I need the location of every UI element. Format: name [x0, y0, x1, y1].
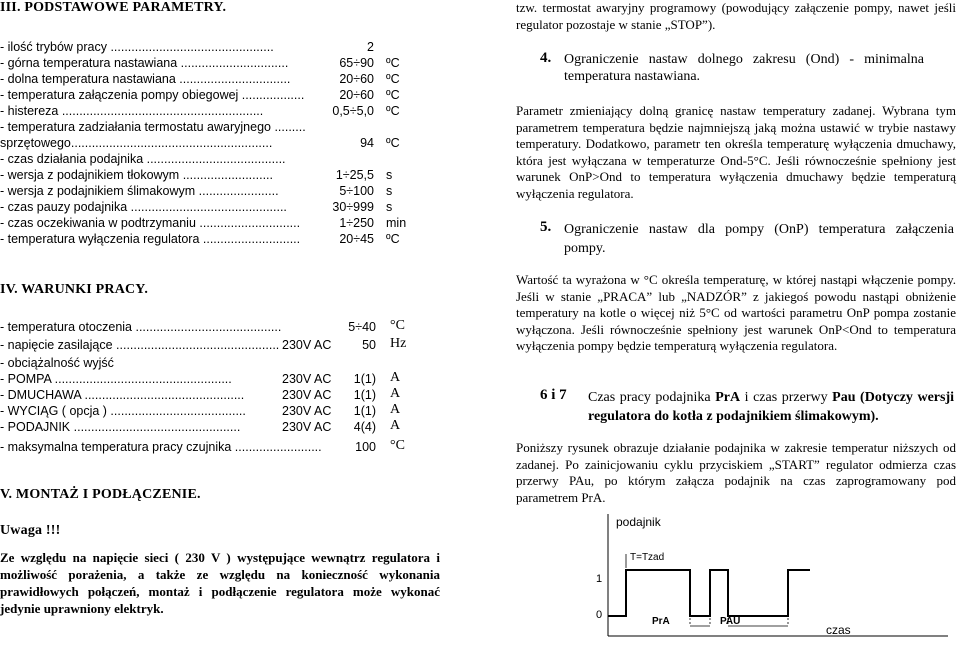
condition-voltage: 230V AC — [282, 388, 332, 402]
item-5-title: Ograniczenie nastaw dla pompy (OnP) temperatura załączenia pompy. — [564, 222, 954, 256]
condition-value: 1(1) — [353, 388, 376, 402]
param-value: 20÷60 — [339, 72, 374, 86]
y-value-0: 0 — [596, 609, 603, 621]
section-4-title: IV. WARUNKI PRACY. — [0, 282, 149, 297]
param-label: - czas działania podajnika ........................................ — [0, 152, 286, 166]
param-unit: s — [386, 200, 393, 214]
param-label: - czas pauzy podajnika ............................................. — [0, 200, 287, 214]
condition-label: - WYCIĄG ( opcja ) ....................................... — [0, 404, 246, 418]
param-value: 20÷45 — [339, 232, 374, 246]
param-value: 94 — [360, 136, 374, 150]
item-67-title-b: PrA — [715, 390, 741, 405]
param-unit: ºC — [386, 136, 400, 150]
condition-unit: A — [390, 370, 401, 385]
t-tzad-label: T=Tzad — [630, 552, 665, 563]
param-value: 65÷90 — [339, 56, 374, 70]
y-axis-label: podajnik — [616, 515, 661, 529]
item-4-title: Ograniczenie nastaw dolnego zakresu (Ond) - minimalna temperatura nastawiana. — [564, 52, 924, 84]
item-67-text: Poniższy rysunek obrazuje działanie podajnika w zakresie temperatur niższych od zadanej. Po zainicjowaniu cyklu przyciskiem „START” regulator odmierza czas przerwy PAu, po którym załącza podajnik na czas zaprogramowany pod parametrem PrA. — [516, 440, 956, 505]
param-label: - dolna temperatura nastawiana ................................ — [0, 72, 291, 86]
item-4-num: 4. — [540, 50, 552, 66]
section-5-title: V. MONTAŻ I PODŁĄCZENIE. — [0, 487, 201, 502]
pra-label: PrA — [652, 616, 670, 627]
param-unit: ºC — [386, 88, 400, 102]
param-value: 1÷25,5 — [335, 168, 374, 182]
param-unit: ºC — [386, 72, 400, 86]
condition-unit: Hz — [390, 336, 407, 351]
condition-value: 1(1) — [353, 372, 376, 386]
feeder-timing-diagram — [578, 508, 958, 648]
condition-value: 50 — [362, 338, 376, 352]
warning-heading: Uwaga !!! — [0, 523, 61, 538]
param-value: 5÷100 — [339, 184, 374, 198]
item-5-num: 5. — [540, 219, 552, 235]
condition-unit: A — [390, 402, 401, 417]
condition-label: - DMUCHAWA .............................................. — [0, 388, 245, 402]
param-value: 30÷999 — [332, 200, 374, 214]
condition-label: - temperatura otoczenia .......................................... — [0, 320, 282, 334]
param-label: - temperatura załączenia pompy obiegowej .................. — [0, 88, 305, 102]
param-label: - temperatura zadziałania termostatu awaryjnego ......... — [0, 120, 306, 134]
param-value: 1÷250 — [339, 216, 374, 230]
item-4-number — [540, 50, 551, 67]
item-5-number — [540, 218, 551, 236]
item-67-title — [588, 388, 954, 426]
item-67-number — [540, 386, 567, 404]
condition-voltage: 230V AC — [282, 372, 332, 386]
param-unit: ºC — [386, 104, 400, 118]
item-5-text: Wartość ta wyrażona w °C określa temperaturę, w której nastąpi włączenie pompy. Jeśli w stanie „PRACA” lub „NADZÓR” z jakiegoś powodu nastąpi obniżenie temperatury na kotle o więcej niż 5°C od wartości parametru OnP pompa zostanie wyłączona. Jeśli równocześnie spełniony jest warunek OnP<Ond to temperatura wyłączenia pompy będzie temperaturą wyłączenia regulatora. — [516, 272, 956, 353]
section-3-title: III. PODSTAWOWE PARAMETRY. — [0, 0, 227, 15]
param-unit: s — [386, 168, 393, 182]
condition-unit: A — [390, 386, 401, 401]
item-67-title-a: Czas pracy podajnika — [588, 390, 716, 405]
param-unit: s — [386, 184, 393, 198]
condition-value: 100 — [355, 440, 376, 454]
y-value-1: 1 — [596, 573, 603, 585]
condition-unit: A — [390, 418, 401, 433]
condition-label: - PODAJNIK ................................................ — [0, 420, 241, 434]
param-label: - histereza .......................................................... — [0, 104, 264, 118]
param-label: sprzętowego.......................................................... — [0, 136, 273, 150]
param-label: - wersja z podajnikiem tłokowym .......................... — [0, 168, 273, 182]
condition-unit: °C — [390, 318, 405, 333]
condition-label: - maksymalna temperatura pracy czujnika ......................... — [0, 440, 322, 454]
pau-label: PAU — [720, 616, 741, 627]
condition-value: 5÷40 — [348, 320, 376, 334]
warning-text: Ze względu na napięcie sieci ( 230 V ) występujące wewnątrz regulatora i możliwość porażenia, a także ze względu na konieczność wykonania prawidłowych połączeń, montaż i podłączenie regulatora może wykonać jedynie uprawniony elektryk. — [0, 550, 440, 616]
param-unit: ºC — [386, 232, 400, 246]
item-67-title-d: Pau (Dotyczy wersji regulatora do kotła z podajnikiem ślimakowym). — [588, 390, 955, 424]
intro-text: tzw. termostat awaryjny programowy (powodujący załączenie pompy, nawet jeśli regulator pozostaje w stanie „STOP”). — [516, 0, 956, 32]
item-4-text: Parametr zmieniający dolną granicę nastaw temperatury zadanej. Wybrana tym parametrem temperatura będzie najmniejszą jaką można ustawić w trybie nastawy temperatury. Dodatkowo, parametr ten określa temperaturę wyłączenia dmuchawy, która jest wyłączana w temperaturze Ond-5°C. Jeśli równocześnie spełniony jest warunek OnP>Ond to temperatura wyłączenia dmuchawy będzie temperaturą wyłączenia regulatora. — [516, 103, 956, 201]
signal-trace — [608, 570, 810, 616]
param-label: - górna temperatura nastawiana ............................... — [0, 56, 289, 70]
param-label: - ilość trybów pracy ............................................... — [0, 40, 274, 54]
condition-voltage: 230V AC — [282, 338, 332, 352]
param-value: 20÷60 — [339, 88, 374, 102]
condition-value: 4(4) — [353, 420, 376, 434]
param-label: - czas oczekiwania w podtrzymaniu ............................. — [0, 216, 301, 230]
condition-label: - POMPA ................................................... — [0, 372, 232, 386]
param-value: 2 — [367, 40, 374, 54]
param-label: - temperatura wyłączenia regulatora ............................ — [0, 232, 301, 246]
param-value: 0,5÷5,0 — [332, 104, 374, 118]
condition-voltage: 230V AC — [282, 420, 332, 434]
item-67-num: 6 i 7 — [540, 387, 567, 403]
param-unit: ºC — [386, 56, 400, 70]
condition-voltage: 230V AC — [282, 404, 332, 418]
x-axis-label: czas — [826, 623, 851, 637]
condition-unit: °C — [390, 438, 405, 453]
condition-value: 1(1) — [353, 404, 376, 418]
condition-label: - napięcie zasilające ............................................... — [0, 338, 280, 352]
param-label: - wersja z podajnikiem ślimakowym ....................... — [0, 184, 279, 198]
condition-label: - obciążalność wyjść — [0, 356, 114, 370]
item-67-title-c: i czas przerwy — [740, 390, 833, 405]
param-unit: min — [386, 216, 407, 230]
